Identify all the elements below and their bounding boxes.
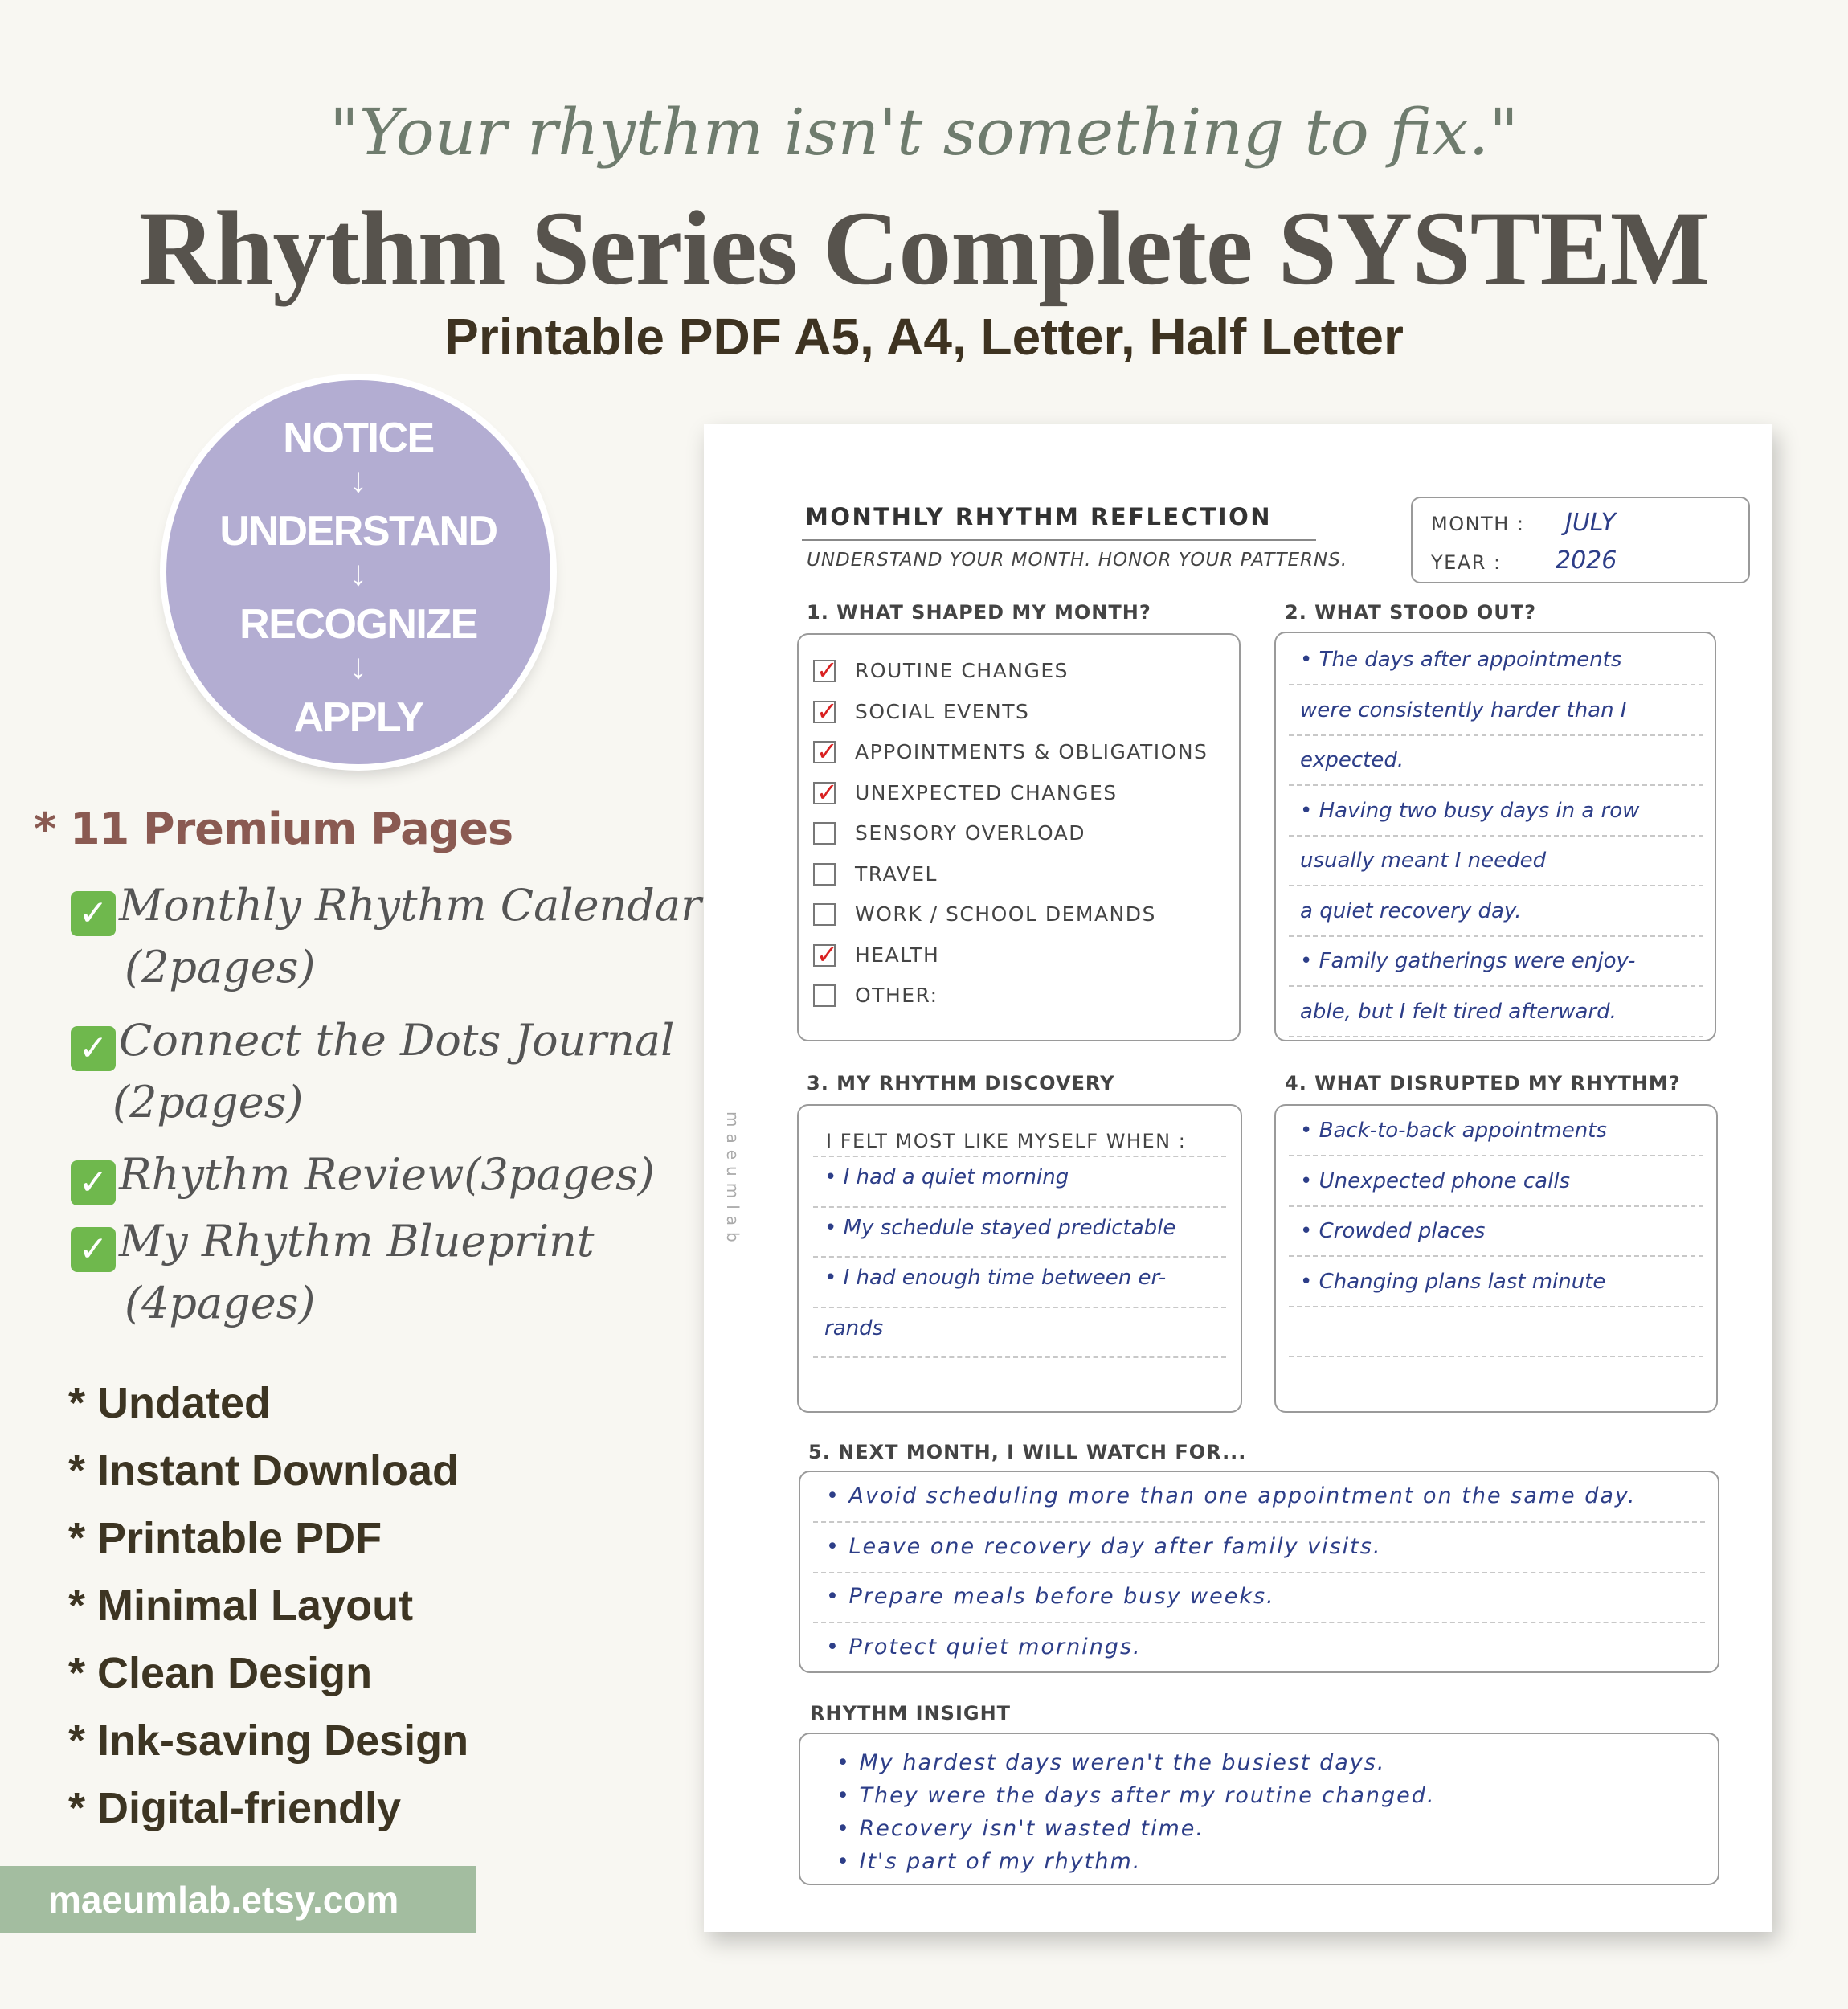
- worksheet-preview: [704, 424, 1772, 1932]
- dashed-line: [1289, 1356, 1703, 1357]
- insight-line-text: • It's part of my rhythm.: [836, 1849, 1142, 1874]
- checkbox[interactable]: [813, 903, 836, 926]
- check-mark-icon: ✓: [816, 736, 838, 767]
- checklist-label: SOCIAL EVENTS: [855, 699, 1030, 723]
- checklist-label: UNEXPECTED CHANGES: [855, 780, 1118, 804]
- dashed-line: [1289, 1155, 1703, 1156]
- feature-blueprint: [71, 1216, 595, 1272]
- dashed-line: [1289, 684, 1703, 685]
- checkbox[interactable]: [813, 736, 838, 767]
- note-line-text: able, but I felt tired afterward.: [1300, 999, 1617, 1024]
- step-notice: NOTICE: [283, 415, 434, 461]
- feature-rhythm-review: [71, 1149, 655, 1205]
- checkbox[interactable]: [813, 984, 836, 1007]
- note-line-text: • Crowded places: [1300, 1219, 1486, 1243]
- note-line-text: • Leave one recovery day after family visits.: [826, 1533, 1382, 1559]
- bullet-printable-pdf: * Printable PDF: [68, 1514, 382, 1562]
- note-line-text: • Back-to-back appointments: [1300, 1119, 1607, 1143]
- insight-heading: RHYTHM INSIGHT: [810, 1702, 1012, 1725]
- bullet-clean-design: * Clean Design: [68, 1649, 373, 1697]
- dashed-line: [1289, 734, 1703, 736]
- dashed-line: [813, 1307, 1226, 1308]
- dashed-line: [813, 1572, 1705, 1573]
- note-line-text: • The days after appointments: [1300, 648, 1622, 672]
- bullet-undated: * Undated: [68, 1379, 272, 1427]
- dashed-line: [813, 1356, 1226, 1358]
- note-line-text: • Prepare meals before busy weeks.: [826, 1584, 1275, 1609]
- check-mark-icon: ✓: [816, 776, 838, 808]
- dashed-line: [1289, 1255, 1703, 1257]
- section-1-heading: 1. WHAT SHAPED MY MONTH?: [807, 601, 1151, 624]
- title-rule: [802, 539, 1316, 541]
- section-3-prompt: I FELT MOST LIKE MYSELF WHEN :: [826, 1130, 1187, 1152]
- dashed-line: [813, 1206, 1226, 1208]
- dashed-line: [1289, 1205, 1703, 1207]
- process-circle: [166, 380, 550, 764]
- step-recognize: RECOGNIZE: [239, 601, 477, 648]
- feature-pages: (4pages): [125, 1278, 316, 1328]
- check-mark-icon: ✓: [816, 695, 838, 726]
- insight-line-text: • They were the days after my routine changed.: [836, 1783, 1436, 1808]
- section-2-box: [1274, 632, 1716, 1041]
- checklist-label: SENSORY OVERLOAD: [855, 821, 1086, 845]
- checklist-label: TRAVEL: [855, 861, 938, 886]
- note-line-text: • Unexpected phone calls: [1300, 1168, 1571, 1193]
- note-line-text: • Avoid scheduling more than one appointment on the same day.: [826, 1483, 1637, 1508]
- section-4-box: [1274, 1104, 1718, 1413]
- tagline-quote: "Your rhythm isn't something to fix.": [329, 95, 1519, 170]
- note-line-text: • Protect quiet mornings.: [826, 1634, 1142, 1659]
- sheet-subtitle: UNDERSTAND YOUR MONTH. HONOR YOUR PATTERNS.: [807, 550, 1348, 571]
- insight-line-text: • Recovery isn't wasted time.: [836, 1816, 1204, 1841]
- dashed-line: [813, 1156, 1226, 1157]
- product-title: Rhythm Series Complete SYSTEM: [138, 189, 1710, 307]
- check-icon: ✓: [71, 891, 116, 936]
- dashed-line: [1289, 985, 1703, 987]
- section-3-heading: 3. MY RHYTHM DISCOVERY: [807, 1072, 1115, 1095]
- note-line-text: • Having two busy days in a row: [1300, 798, 1640, 823]
- note-line-text: expected.: [1300, 748, 1404, 772]
- dashed-line: [813, 1256, 1226, 1258]
- checkbox[interactable]: [813, 695, 838, 726]
- feature-label: Monthly Rhythm Calendar: [119, 880, 701, 931]
- note-line-text: rands: [824, 1315, 884, 1340]
- check-mark-icon: ✓: [816, 655, 838, 685]
- dashed-line: [1289, 784, 1703, 786]
- dashed-line: [813, 1622, 1705, 1623]
- section-2-heading: 2. WHAT STOOD OUT?: [1285, 601, 1537, 624]
- checklist-label: WORK / SCHOOL DEMANDS: [855, 902, 1156, 926]
- step-understand: UNDERSTAND: [219, 508, 497, 554]
- checkbox[interactable]: [813, 655, 838, 685]
- note-line-text: • Family gatherings were enjoy-: [1300, 949, 1636, 973]
- bullet-minimal-layout: * Minimal Layout: [68, 1581, 414, 1630]
- dashed-line: [1289, 935, 1703, 937]
- checkbox[interactable]: [813, 776, 838, 808]
- checkbox[interactable]: [813, 822, 836, 845]
- arrow-down-icon: ↓: [350, 554, 367, 593]
- note-line-text: • I had enough time between er-: [824, 1266, 1167, 1290]
- insight-line-text: • My hardest days weren't the busiest days.: [836, 1750, 1386, 1775]
- checklist-label: APPOINTMENTS & OBLIGATIONS: [855, 740, 1208, 763]
- note-line-text: • My schedule stayed predictable: [824, 1215, 1176, 1240]
- feature-label: Connect the Dots Journal: [119, 1015, 675, 1066]
- month-label: MONTH :: [1431, 513, 1525, 535]
- format-subtitle: Printable PDF A5, A4, Letter, Half Letter: [444, 308, 1404, 366]
- feature-label: Rhythm Review(3pages): [119, 1149, 655, 1200]
- bullet-ink-saving: * Ink-saving Design: [68, 1716, 469, 1765]
- bullet-instant-download: * Instant Download: [68, 1446, 459, 1495]
- note-line-text: a quiet recovery day.: [1300, 898, 1522, 923]
- feature-connect-dots: [71, 1015, 674, 1071]
- note-line-text: were consistently harder than I: [1300, 698, 1627, 722]
- step-apply: APPLY: [293, 694, 423, 741]
- sheet-title: MONTHLY RHYTHM REFLECTION: [805, 503, 1273, 530]
- feature-monthly-calendar: [71, 880, 701, 936]
- section-5-heading: 5. NEXT MONTH, I WILL WATCH FOR...: [808, 1441, 1247, 1463]
- arrow-down-icon: ↓: [350, 647, 367, 686]
- checklist-label: ROUTINE CHANGES: [855, 659, 1069, 682]
- feature-label: My Rhythm Blueprint: [119, 1216, 595, 1266]
- checkbox[interactable]: [813, 863, 836, 886]
- shop-link[interactable]: maeumlab.etsy.com: [0, 1866, 476, 1933]
- feature-pages: (2pages): [125, 942, 316, 992]
- bullet-digital-friendly: * Digital-friendly: [68, 1784, 402, 1832]
- note-line-text: usually meant I needed: [1300, 849, 1547, 873]
- note-line-text: • I had a quiet morning: [824, 1165, 1069, 1189]
- dashed-line: [813, 1521, 1705, 1523]
- checklist-label: HEALTH: [855, 943, 940, 967]
- month-value: JULY: [1565, 509, 1616, 537]
- dashed-line: [1289, 1036, 1703, 1037]
- premium-pages-heading: * 11 Premium Pages: [34, 804, 513, 854]
- checkbox[interactable]: [813, 939, 838, 970]
- feature-pages: (2pages): [112, 1077, 304, 1127]
- year-label: YEAR :: [1431, 551, 1502, 574]
- section-4-heading: 4. WHAT DISRUPTED MY RHYTHM?: [1285, 1072, 1681, 1095]
- check-mark-icon: ✓: [816, 939, 838, 970]
- year-value: 2026: [1556, 546, 1617, 575]
- dashed-line: [1289, 885, 1703, 886]
- checklist-label: OTHER:: [855, 984, 938, 1007]
- check-icon: ✓: [71, 1227, 116, 1272]
- arrow-down-icon: ↓: [350, 460, 367, 500]
- check-icon: ✓: [71, 1026, 116, 1071]
- dashed-line: [1289, 1306, 1703, 1307]
- check-icon: ✓: [71, 1160, 116, 1205]
- note-line-text: • Changing plans last minute: [1300, 1269, 1606, 1294]
- dashed-line: [1289, 835, 1703, 837]
- watermark: maeumlab: [723, 1111, 742, 1249]
